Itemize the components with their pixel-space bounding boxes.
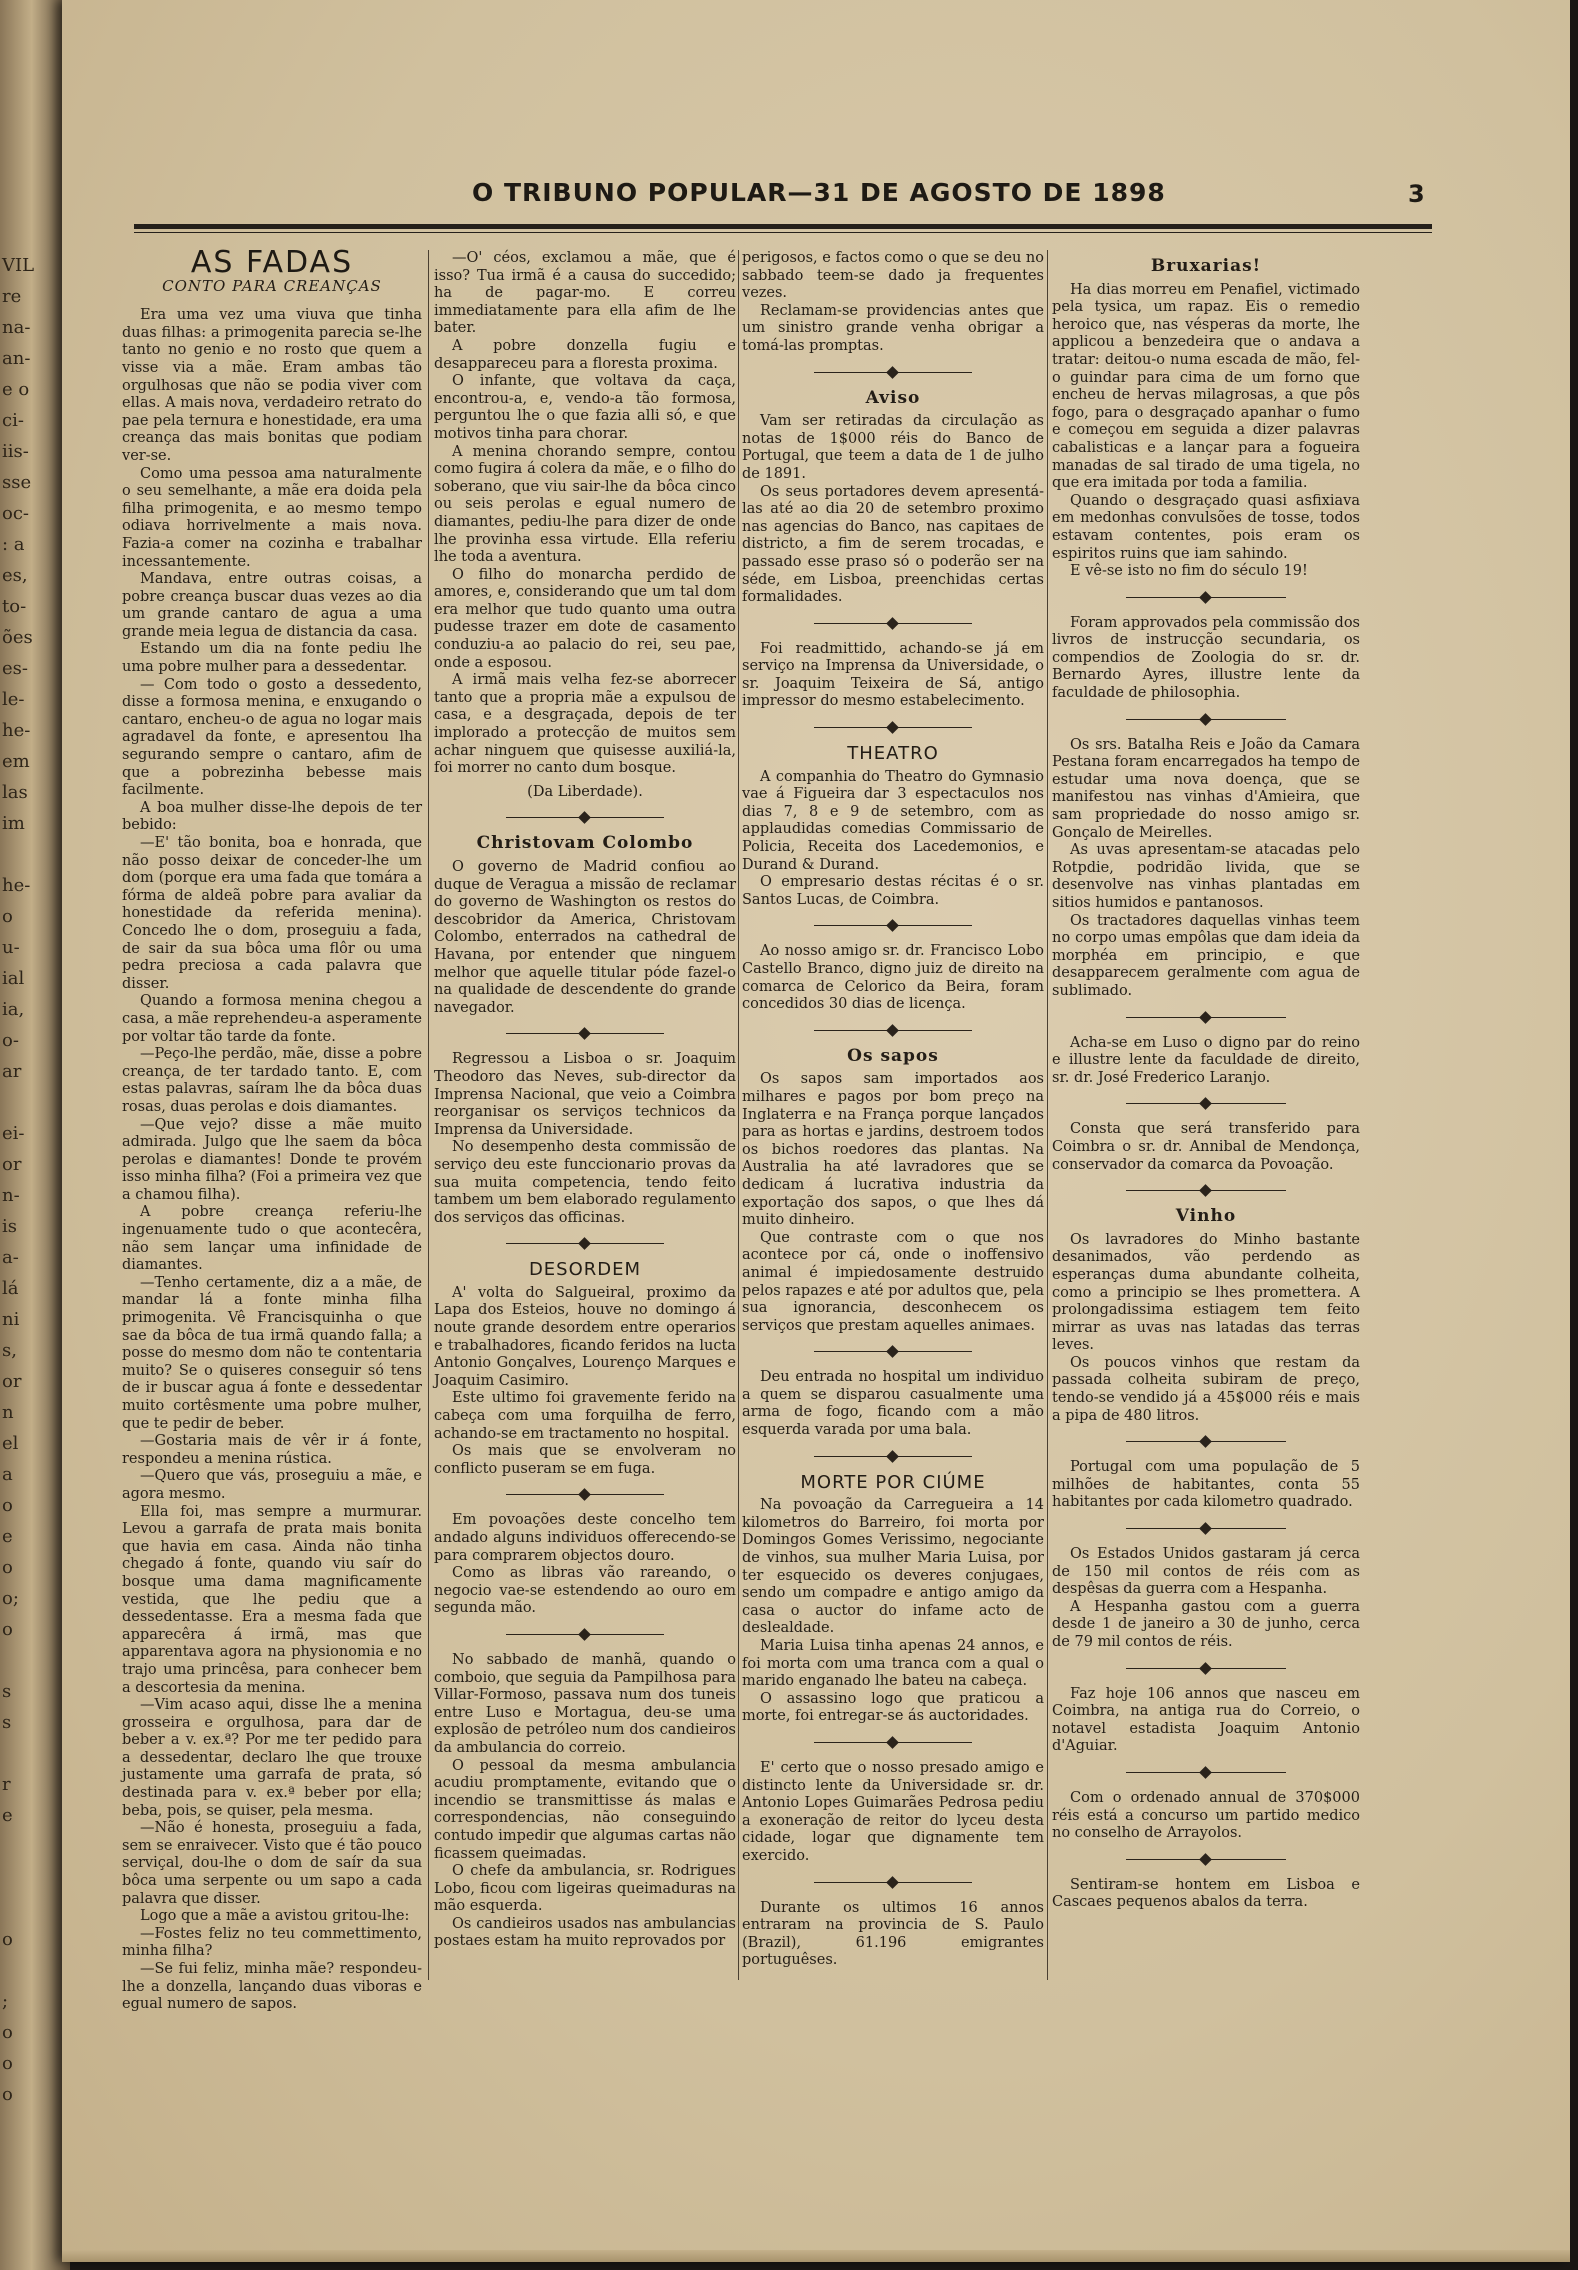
- article-title-morte: MORTE POR CIÚME: [800, 1471, 986, 1493]
- previous-page-text: or: [2, 1154, 22, 1175]
- previous-page-text: es,: [2, 565, 28, 586]
- paragraph: Os srs. Batalha Reis e João da Camara Pestana foram encarregados ha tempo de estudar uma nova doença, que se manifestou nas vinhas d'Amieira, que sam propriedade do nosso amigo sr. Gonçalo de Meirelles.: [1052, 736, 1360, 841]
- article-title-desordem: DESORDEM: [528, 1259, 642, 1281]
- previous-page-text: o: [2, 1929, 13, 1950]
- paragraph: Que contraste com o que nos acontece por cá, onde o inoffensivo animal é impiedosamente destruido pelos rapazes e até por adultos que, pela sua ignorancia, desconhecem os serviços que prestam aquelles animaes.: [742, 1229, 1044, 1334]
- previous-page-text: o: [2, 1619, 13, 1640]
- article-theodoro: Regressou a Lisboa o sr. Joaquim Theodoro das Neves, sub-director da Imprensa Nacional, que veio a Coimbra reorganisar os serviços technicos da Imprensa da Universidade.: [434, 1051, 736, 1138]
- previous-page-text: le-: [2, 689, 25, 710]
- previous-page-text: o-: [2, 1030, 19, 1051]
- ornament-divider: [1052, 1660, 1360, 1678]
- ornament-divider: [1052, 711, 1360, 729]
- paragraph: O empresario destas récitas é o sr. Santos Lucas, de Coimbra.: [742, 874, 1044, 908]
- ornament-divider: [1052, 1520, 1360, 1538]
- article-morte: [742, 1497, 1044, 1726]
- previous-page-text: ei-: [2, 1123, 25, 1144]
- paragraph: —Vim acaso aqui, disse lhe a menina grosseira e orgulhosa, para dar de beber a v. ex.ª? Por me ter pedido para a dessedentar, declaro lhe que trouxe justamente uma garrafa de prata, só destinada para v. ex.ª beber por ella; beba, pois, se quiser, pela mesma.: [122, 1697, 422, 1819]
- paragraph: —E' tão bonita, boa e honrada, que não posso deixar de conceder-lhe um dom (porque era uma fada que tomára a fórma de aldeã pobre para avaliar da honestidade da referida menina). Concedo lhe o dom, proseguiu a fada, de sair da sua bôca uma flôr ou uma pedra preciosa a cada palavra que disser.: [122, 835, 422, 992]
- previous-page-text: el: [2, 1433, 19, 1454]
- paragraph: O chefe da ambulancia, sr. Rodrigues Lobo, ficou com ligeiras queimaduras na mão esquerda.: [434, 1863, 736, 1915]
- article-title-aviso: Aviso: [865, 387, 921, 408]
- paragraph: —Fostes feliz no teu commettimento, minha filha?: [122, 1925, 422, 1960]
- paragraph: Os poucos vinhos que restam da passada colheita subiram de preço, tendo-se vendido já a 45$000 réis e mais a pipa de 480 litros.: [1052, 1354, 1360, 1424]
- previous-page-text: re: [2, 286, 22, 307]
- previous-page-text: a: [2, 1464, 13, 1485]
- previous-page-text: ões: [2, 627, 33, 648]
- previous-page-text: es-: [2, 658, 28, 679]
- paragraph: —Quero que vás, proseguiu a mãe, e agora mesmo.: [122, 1468, 422, 1502]
- article-mendonca: Consta que será transferido para Coimbra o sr. dr. Annibal de Mendonça, conservador da comarca da Povoação.: [1052, 1121, 1360, 1173]
- previous-page-text: ci-: [2, 410, 24, 431]
- article-abalos: Sentiram-se hontem em Lisboa e Cascaes pequenos abalos da terra.: [1052, 1876, 1360, 1911]
- paragraph: E vê-se isto no fim do século 19!: [1070, 563, 1308, 580]
- ornament-divider: [1052, 1095, 1360, 1113]
- paragraph: —O' céos, exclamou a mãe, que é isso? Tua irmã é a causa do succedido; ha de pagar-mo. E correu immediatamente para ella afim de lhe bater.: [434, 250, 736, 337]
- paragraph: O assassino logo que praticou a morte, foi entregar-se ás auctoridades.: [742, 1690, 1044, 1725]
- paragraph: As uvas apresentam-se atacadas pelo Rotpdie, podridão livida, que se desenvolve nas vinhas plantadas em sitios humidos e pantanosos.: [1052, 842, 1360, 911]
- article-theatro: [742, 769, 1044, 910]
- article-title-sapos: Os sapos: [847, 1045, 939, 1066]
- previous-page-text: o: [2, 2084, 13, 2105]
- paragraph: A Hespanha gastou com a guerra desde 1 de janeiro a 30 de junho, cerca de 79 mil contos de réis.: [1052, 1598, 1360, 1650]
- article-theodoro-2: No desempenho desta commissão de serviço deu este funccionario provas da sua muita competencia, tendo feito tambem um bem elaborado regulamento dos serviços das officinas.: [434, 1139, 736, 1226]
- column-divider: [1047, 250, 1048, 1980]
- previous-page-text: o: [2, 1495, 13, 1516]
- paragraph: — Com todo o gosto a dessedento, disse a formosa menina, e enxugando o cantaro, encheu-o de agua no logar mais agradavel da fonte, e apresentou lha segurando sempre o cantaro, afim de que a pobrezinha bebesse mais facilmente.: [122, 676, 422, 799]
- article-sabbado: [434, 1652, 736, 1951]
- paragraph: Os sapos sam importados aos milhares e pagos por bom preço na Inglaterra e na França porque lançados para as hortas e jardins, destroem todos os bichos roedores das plantas. Na Australia ha até lavradores que se dedicam á lucrativa industria da exportação dos sapos, o que lhes dá muito dinheiro.: [742, 1071, 1044, 1229]
- story-title: AS FADAS: [190, 245, 354, 280]
- paragraph: —Tenho certamente, diz a a mãe, de mandar lá a fonte minha filha primogenita. Vê Francisquinha o que sae da bôca de tua irmã quando falla; a posse do mesmo dom não te contentaria muito? Se o quiseres conseguir só tens de ir buscar agua á fonte e dessedentar muito cortêsmente uma pobre mulher, que te pedir de beber.: [122, 1274, 422, 1432]
- article-aviso: [742, 413, 1044, 607]
- ornament-divider: [1052, 1009, 1360, 1027]
- paragraph: O infante, que voltava da caça, encontrou-a, e, vendo-a tão formosa, perguntou lhe o que fazia alli só, e que motivos tinha para chorar.: [434, 373, 736, 442]
- article-emigrantes: Durante os ultimos 16 annos entraram na provincia de S. Paulo (Brazil), 61.196 emigrantes portuguêses.: [742, 1899, 1044, 1969]
- previous-page-text: an-: [2, 348, 31, 369]
- previous-page-text: las: [2, 782, 28, 803]
- article-desordem: [434, 1285, 736, 1479]
- previous-page-text: o: [2, 2053, 13, 2074]
- ornament-divider: [434, 1626, 736, 1644]
- ornament-divider: [742, 1343, 1044, 1361]
- story-body: [122, 307, 422, 2014]
- paragraph: Os candieiros usados nas ambulancias postaes estam ha muito reprovados por: [434, 1915, 736, 1950]
- previous-page-text: he-: [2, 720, 31, 741]
- ornament-divider: [742, 917, 1044, 935]
- previous-page-text: is: [2, 1216, 17, 1237]
- previous-page-edge: [0, 0, 70, 2270]
- previous-page-text: oc-: [2, 503, 29, 524]
- previous-page-text: s: [2, 1712, 12, 1733]
- column-divider: [738, 250, 739, 1980]
- paragraph: Quando o desgraçado quasi asfixiava em medonhas convulsões de tosse, todos estavam contentes, pois eram os espiritos ruins que iam sahindo.: [1052, 492, 1360, 562]
- article-lobo: Ao nosso amigo sr. dr. Francisco Lobo Castello Branco, digno juiz de direito na comarca de Celorico da Beira, foram concedidos 30 dias de licença.: [742, 943, 1044, 1013]
- paragraph: Maria Luisa tinha apenas 24 annos, e foi morta com uma tranca com a qual o marido enganado lhe bateu na cabeça.: [742, 1638, 1044, 1690]
- ornament-divider: [1052, 589, 1360, 607]
- column-3: [742, 250, 1044, 1970]
- previous-page-text: he-: [2, 875, 31, 896]
- article-laranjo: Acha-se em Luso o digno par do reino e illustre lente da faculdade de direito, sr. dr. José Frederico Laranjo.: [1052, 1034, 1360, 1086]
- column-divider: [428, 250, 429, 1980]
- ornament-divider: [742, 1022, 1044, 1040]
- story-continuation: [434, 250, 736, 778]
- paragraph: Como uma pessoa ama naturalmente o seu semelhante, a mãe era doida pela filha primogenita, e ao mesmo tempo odiava horrivelmente a mais nova. Fazia-a comer na cozinha e trabalhar incessantemente.: [122, 465, 422, 570]
- paragraph: A pobre creança referiu-lhe ingenuamente tudo o que acontecêra, não sem lançar uma infinidade de diamantes.: [122, 1204, 422, 1274]
- ornament-divider: [742, 1874, 1044, 1892]
- paragraph: A' volta do Salgueiral, proximo da Lapa dos Esteios, houve no domingo á noute grande desordem entre operarios e trabalhadores, ficando feridos na lucta Antonio Gonçalves, Lourenço Marques e Joaquim Casimiro.: [434, 1284, 736, 1389]
- previous-page-text: sse: [2, 472, 32, 493]
- paragraph: —Que vejo? disse a mãe muito admirada. Julgo que lhe saem da bôca perolas e diamantes! Donde te provém isso minha filha? (Foi a primeira vez que a chamou filha).: [122, 1116, 422, 1203]
- newspaper-page: [62, 0, 1570, 2262]
- article-aguiar: Faz hoje 106 annos que nasceu em Coimbra, na antiga rua do Correio, o notavel estadista Joaquim Antonio d'Aguiar.: [1052, 1685, 1360, 1755]
- article-intro: perigosos, e factos como o que se deu no sabbado teem-se dado ja frequentes vezes.: [742, 250, 1044, 302]
- article-title-vinho: Vinho: [1175, 1206, 1237, 1227]
- previous-page-text: s,: [2, 1340, 17, 1361]
- previous-page-text: em: [2, 751, 30, 772]
- article-title-bruxarias: Bruxarias!: [1150, 256, 1262, 276]
- article-batalha: [1052, 737, 1360, 1001]
- previous-page-text: VIL: [2, 255, 35, 276]
- ornament-divider: [434, 1025, 736, 1043]
- column-4: [1052, 250, 1360, 1912]
- paragraph: Logo que a mãe a avistou gritou-lhe:: [140, 1908, 410, 1925]
- column-2: [434, 250, 736, 1951]
- article-bruxarias: [1052, 282, 1360, 581]
- header-rule: [134, 224, 1432, 229]
- previous-page-text: to-: [2, 596, 27, 617]
- previous-page-text: o: [2, 1557, 13, 1578]
- article-vinho: [1052, 1232, 1360, 1426]
- previous-page-text: iis-: [2, 441, 29, 462]
- previous-page-text: ial: [2, 968, 25, 989]
- previous-page-text: lá: [2, 1278, 19, 1299]
- ornament-divider: [434, 1486, 736, 1504]
- previous-page-text: na-: [2, 317, 31, 338]
- paragraph: Ella foi, mas sempre a murmurar. Levou a garrafa de prata mais bonita que havia em casa. Ainda não tinha chegado á fonte, quando viu saír do bosque uma dama magnificamente vestida, que lhe pediu que a dessedentasse. Era a mesma fada que apparecêra á irmã, mas que apparentava agora na physionomia e no trajo uma princêsa, para conhecer bem a descortesia da menina.: [122, 1503, 422, 1696]
- previous-page-text: n-: [2, 1185, 20, 1206]
- paragraph: Os Estados Unidos gastaram já cerca de 150 mil contos de réis com as despêsas da guerra com a Hespanha.: [1052, 1546, 1360, 1598]
- previous-page-text: o: [2, 906, 13, 927]
- previous-page-text: ni: [2, 1309, 20, 1330]
- paragraph: Este ultimo foi gravemente ferido na cabeça com uma forquilha de ferro, achando-se em tractamento no hospital.: [434, 1390, 736, 1442]
- previous-page-text: or: [2, 1371, 22, 1392]
- previous-page-text: : a: [2, 534, 25, 555]
- paragraph: Ha dias morreu em Penafiel, victimado pela tysica, um rapaz. Eis o remedio heroico que, nas vésperas da morte, lhe applicou a benzedeira que o andava a tratar: deitou-o numa escada de mão, fel-o guindar para cima de um forno que encheu de hervas milagrosas, a que pôs fogo, para o desgraçado apanhar o fumo e começou em seguida a dizer palavras cabalisticas e a lançar para a fogueira manadas de sal tirado de uma tigela, no que era imitada por toda a familia.: [1052, 281, 1360, 492]
- paragraph: No sabbado de manhã, quando o comboio, que seguia da Pampilhosa para Villar-Formoso, passava num dos tuneis entre Luso e Mortagua, deu-se uma explosão de petróleo num dos candieiros da ambulancia do correio.: [434, 1651, 736, 1756]
- page-bottom-edge: [62, 2250, 1570, 2262]
- paragraph: A boa mulher disse-lhe depois de ter bebido:: [122, 799, 422, 834]
- ornament-divider: [742, 615, 1044, 633]
- paragraph: Mandava, entre outras coisas, a pobre creança buscar duas vezes ao dia um grande cantaro de agua a uma grande meia legua de distancia da casa.: [122, 571, 422, 640]
- paragraph: Quando a formosa menina chegou a casa, a mãe reprehendeu-a asperamente por voltar tão tarde da fonte.: [122, 993, 422, 1045]
- story-source: (Da Liberdade).: [527, 783, 643, 800]
- previous-page-text: ar: [2, 1061, 22, 1082]
- ornament-divider: [742, 364, 1044, 382]
- ornament-divider: [434, 1235, 736, 1253]
- previous-page-text: e o: [2, 379, 30, 400]
- ornament-divider: [1052, 1764, 1360, 1782]
- ornament-divider: [742, 1448, 1044, 1466]
- previous-page-text: n: [2, 1402, 14, 1423]
- ornament-divider: [434, 809, 736, 827]
- ornament-divider: [1052, 1433, 1360, 1451]
- paragraph: A irmã mais velha fez-se aborrecer tanto que a propria mãe a expulsou de casa, e a desgraçada, depois de ter implorado a protecção de muitos sem achar ninguem que quisesse auxiliá-la, foi morrer no canto dum bosque.: [434, 672, 736, 777]
- article-partido: Com o ordenado annual de 370$000 réis está a concurso um partido medico no conselho de Arrayolos.: [1052, 1789, 1360, 1842]
- paragraph: —Não é honesta, proseguiu a fada, sem se enraivecer. Visto que é tão pouco serviçal, dou-lhe o dom de saír da sua bôca uma serpente ou um sapo a cada palavra que disser.: [122, 1820, 422, 1907]
- paragraph: Vam ser retiradas da circulação as notas de 1$000 réis do Banco de Portugal, que teem a data de 1 de julho de 1891.: [742, 413, 1044, 482]
- article-readmittido: Foi readmittido, achando-se já em serviço na Imprensa da Universidade, o sr. Joaquim Teixeira de Sá, antigo impressor do mesmo estabelecimento.: [742, 640, 1044, 710]
- article-povoacoes: Em povoações deste concelho tem andado alguns individuos offerecendo-se para comprarem objectos douro.: [434, 1512, 736, 1564]
- previous-page-text: o: [2, 2022, 13, 2043]
- previous-page-text: im: [2, 813, 25, 834]
- previous-page-text: ;: [2, 1991, 9, 2012]
- paragraph: —Se fui feliz, minha mãe? respondeu-lhe a donzella, lançando duas viboras e egual numero de sapos.: [122, 1961, 422, 2013]
- previous-page-text: r: [2, 1774, 11, 1795]
- previous-page-text: e: [2, 1805, 13, 1826]
- masthead: O TRIBUNO POPULAR—31 DE AGOSTO DE 1898: [472, 178, 1166, 207]
- paragraph: A pobre donzella fugiu e desappareceu para a floresta proxima.: [434, 337, 736, 372]
- article-sapos: [742, 1071, 1044, 1335]
- paragraph: Os lavradores do Minho bastante desanimados, vão perdendo as esperanças duma abundante colheita, como a principio se lhes promettera. A prolongadissima estiagem tem feito mirrar as uvas nas latadas das terras leves.: [1052, 1231, 1360, 1354]
- ornament-divider: [742, 1734, 1044, 1752]
- story-subtitle: CONTO PARA CREANÇAS: [162, 276, 382, 295]
- previous-page-text: o;: [2, 1588, 19, 1609]
- article-libras: Como as libras vão rareando, o negocio vae-se estendendo ao ouro em segunda mão.: [434, 1565, 736, 1617]
- previous-page-text: u-: [2, 937, 20, 958]
- paragraph: O pessoal da mesma ambulancia acudiu promptamente, evitando que o incendio se transmittisse ás malas e correspondencias, não conseguindo contudo impedir que algumas cartas não ficassem queimadas.: [434, 1757, 736, 1862]
- ornament-divider: [1052, 1182, 1360, 1200]
- previous-page-text: s: [2, 1681, 12, 1702]
- paragraph: A menina chorando sempre, contou como fugira á colera da mãe, e o filho do soberano, que viu sair-lhe da bôca cinco ou seis perolas e egual numero de diamantes, pediu-lhe para dizer de onde lhe provinha essa virtude. Ella referiu lhe toda a aventura.: [434, 443, 736, 566]
- paragraph: Os seus portadores devem apresentá-las até ao dia 20 de setembro proximo nas agencias do Banco, nas capitaes de districto, a fim de serem trocadas, e passado esse praso só o poderão ser na séde, em Lisboa, preenchidas certas formalidades.: [742, 483, 1044, 606]
- ornament-divider: [742, 719, 1044, 737]
- paragraph: A companhia do Theatro do Gymnasio vae á Figueira dar 3 espectaculos nos dias 7, 8 e 9 de setembro, com as applaudidas comedias Commissario de Policia, Receita dos Lacedemonios, e Durand & Durand.: [742, 768, 1044, 873]
- paragraph: Estando um dia na fonte pediu lhe uma pobre mulher para a dessedentar.: [122, 641, 422, 676]
- previous-page-text: e: [2, 1526, 13, 1547]
- article-title-colombo: Christovam Colombo: [476, 833, 694, 854]
- article-approvados: Foram approvados pela commissão dos livros de instrucção secundaria, os compendios de Zoologia do sr. dr. Bernardo Ayres, illustre lente da faculdade de philosophia.: [1052, 614, 1360, 702]
- article-hospital: Deu entrada no hospital um individuo a quem se disparou casualmente uma arma de fogo, ficando com a mão esquerda varada por uma bala.: [742, 1369, 1044, 1439]
- column-1: [122, 245, 422, 2014]
- article-title-theatro: THEATRO: [847, 743, 939, 765]
- paragraph: —Peço-lhe perdão, mãe, disse a pobre creança, de ter tardado tanto. E, com estas palavras, saíram lhe da bôca duas rosas, duas perolas e dois diamantes.: [122, 1046, 422, 1115]
- previous-page-text: ia,: [2, 999, 25, 1020]
- previous-page-text: a-: [2, 1247, 19, 1268]
- paragraph: Na povoação da Carregueira a 14 kilometros do Barreiro, foi morta por Domingos Gomes Verissimo, negociante de vinhos, sua mulher Maria Luisa, por ter esquecido os deveres conjugaes, sendo um compadre e antigo amigo da casa o auctor do infame acto de deslealdade.: [742, 1497, 1044, 1637]
- paragraph: Era uma vez uma viuva que tinha duas filhas: a primogenita parecia se-lhe tanto no genio e no rosto que quem a visse via a mãe. Eram ambas tão orgulhosas que não se podia viver com ellas. A mais nova, verdadeiro retrato do pae pela ternura e honestidade, era uma creança das mais bonitas que podiam ver-se.: [122, 307, 422, 464]
- paragraph: Os mais que se envolveram no conflicto puseram se em fuga.: [434, 1443, 736, 1477]
- header-rule-thin: [134, 232, 1432, 233]
- paragraph: —Gostaria mais de vêr ir á fonte, respondeu a menina rústica.: [122, 1433, 422, 1467]
- page-number: 3: [1408, 180, 1425, 208]
- article-pedrosa: E' certo que o nosso presado amigo e distincto lente da Universidade sr. dr. Antonio Lopes Guimarães Pedrosa pediu a exoneração de reitor do lyceu desta cidade, logar que dignamente tem exercido.: [742, 1759, 1044, 1864]
- page-header: [122, 178, 1425, 218]
- article-portugal: Portugal com uma população de 5 milhões de habitantes, conta 55 habitantes por cada kilometro quadrado.: [1052, 1459, 1360, 1511]
- article-colombo: O governo de Madrid confiou ao duque de Veragua a missão de reclamar do governo de Washington os restos do descobridor da America, Christovam Colombo, enterrados na cathedral de Havana, por entender que ninguem melhor que aquelle titular póde fazel-o na qualidade de descendente do grande navegador.: [434, 859, 736, 1016]
- paragraph: O filho do monarcha perdido de amores, e, considerando que um tal dom era melhor que tudo quanto uma outra pudesse trazer em dote de casamento conduziu-a ao palacio do rei, seu pae, onde a esposou.: [434, 566, 736, 671]
- ornament-divider: [1052, 1851, 1360, 1869]
- article-estados: [1052, 1546, 1360, 1652]
- article-intro-2: Reclamam-se providencias antes que um sinistro grande venha obrigar a tomá-las promptas.: [742, 302, 1044, 354]
- paragraph: Os tractadores daquellas vinhas teem no corpo umas empôlas que dam ideia da morphéa em principio, e que desapparecem geralmente com agua de sublimado.: [1052, 912, 1360, 999]
